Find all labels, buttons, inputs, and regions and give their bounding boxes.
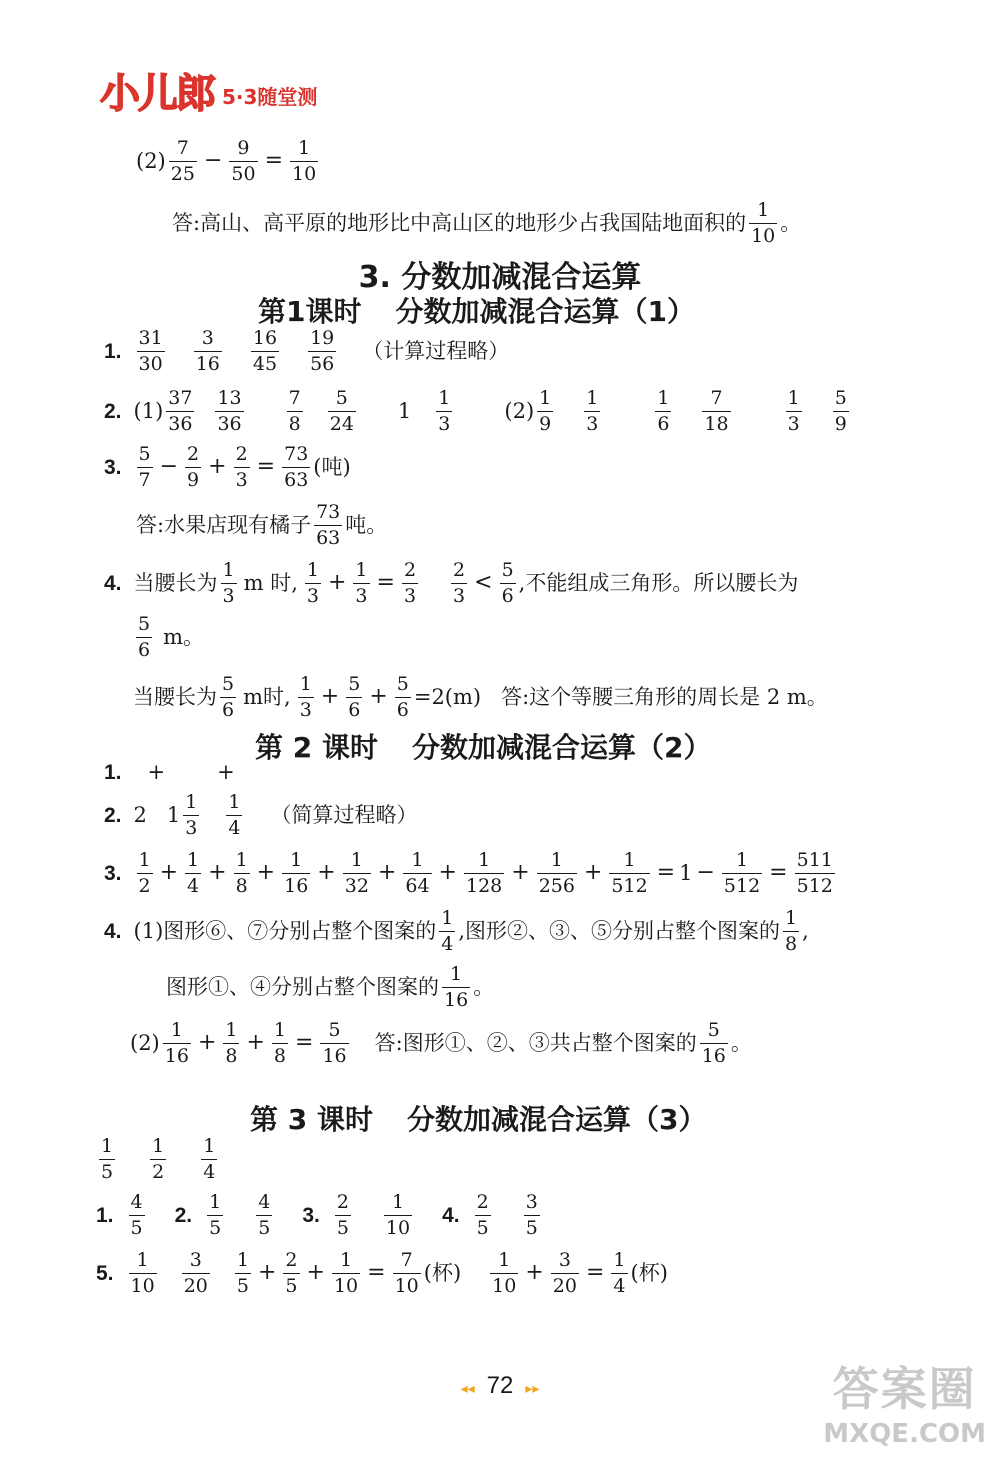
- arrow-left-icon: ◂◂: [460, 1380, 475, 1396]
- l2-q4-line2: 图形①、④分别占整个图案的 $\frac{1}{16}$ 。: [166, 963, 495, 1011]
- lesson-1-title: 第1课时 分数加减混合运算（1）: [258, 295, 695, 328]
- watermark: 答案圈 MXQE.COM: [823, 1362, 986, 1449]
- l1-q4-line1: 4. 当腰长为 $\frac{1}{3}$ m 时, $\frac{1}{3}$ + $\frac{1}{3}$ = $\frac{2}{3}$ $\frac{2}{3}$ < $\frac{5}{6}$ ,不能组成三角形。所以腰长为: [104, 559, 799, 607]
- l1-q2: 2. (1) $\frac{37}{36}$ $\frac{13}{36}$ $\frac{7}{8}$ $\frac{5}{24}$ 1 $\frac{1}{3}$ (2) $\frac{1}{9}$ $\frac{1}{3}$ $\frac{1}{6}$ $\frac{7}{18}$ $\frac{1}{3}$ $\frac{5}{9}$: [104, 387, 847, 435]
- fraction: $\frac{1}{10}$: [292, 137, 317, 185]
- l3-q5: 5. $\frac{1}{10}$ $\frac{3}{20}$ $\frac{1}{5}$ + $\frac{2}{5}$ + $\frac{1}{10}$ = $\frac{7}{10}$ (杯) $\frac{1}{10}$ + $\frac{3}{20}$ = $\frac{1}{4}$ (杯): [96, 1249, 668, 1297]
- top-equation: (2) $\frac{7}{25}$ − $\frac{9}{50}$ = $\frac{1}{10}$: [136, 137, 317, 185]
- l1-q4-line3: 当腰长为 $\frac{5}{6}$ m时, $\frac{1}{3}$ + $\frac{5}{6}$ + $\frac{5}{6}$ =2(m) 答:这个等腰三角形的周长是 2 m。: [133, 673, 828, 721]
- lesson-3-title: 第 3 课时 分数加减混合运算（3）: [250, 1103, 707, 1136]
- page-number: ◂◂ 72 ▸▸: [460, 1372, 540, 1399]
- l3-q1-q4: 1. $\frac{4}{5}$ 2. $\frac{1}{5}$ $\frac{4}{5}$ 3. $\frac{2}{5}$ $\frac{1}{10}$ 4. $\frac{2}{5}$ $\frac{3}{5}$: [96, 1191, 538, 1239]
- l1-q1: 1. $\frac{31}{30}$ $\frac{3}{16}$ $\frac{16}{45}$ $\frac{19}{56}$ （计算过程略）: [104, 327, 510, 375]
- l1-q4-line2: $\frac{5}{6}$ m。: [138, 613, 205, 661]
- arrow-right-icon: ▸▸: [525, 1380, 540, 1396]
- lesson-2-title: 第 2 课时 分数加减混合运算（2）: [255, 731, 712, 764]
- publisher-logo: [100, 72, 317, 116]
- l3-intro: $\frac{1}{5}$ $\frac{1}{2}$ $\frac{1}{4}$: [101, 1135, 216, 1183]
- fraction: $\frac{1}{10}$: [751, 199, 776, 247]
- section-title: 3. 分数加减混合运算: [358, 260, 642, 295]
- fraction: $\frac{9}{50}$: [231, 137, 256, 185]
- top-answer: 答:高山、高平原的地形比中高山区的地形少占我国陆地面积的 $\frac{1}{10}$ 。: [172, 199, 802, 247]
- l1-q3-answer: 答:水果店现有橘子 $\frac{73}{63}$ 吨。: [136, 501, 388, 549]
- fraction: $\frac{7}{25}$: [170, 137, 195, 185]
- l2-q2: 2. 2 1 $\frac{1}{3}$ $\frac{1}{4}$ （简算过程略）: [104, 791, 418, 839]
- l2-q4-line1: 4. (1)图形⑥、⑦分别占整个图案的 $\frac{1}{4}$ ,图形②、③、⑤分别占整个图案的 $\frac{1}{8}$ ,: [104, 907, 809, 955]
- logo-brand: 小儿郎: [100, 71, 214, 117]
- logo-series: 5·3随堂测: [222, 85, 318, 109]
- l1-q3: 3. $\frac{5}{7}$ − $\frac{2}{9}$ + $\frac{2}{3}$ = $\frac{73}{63}$ (吨): [104, 443, 351, 491]
- l2-q1: 1. + +: [104, 760, 235, 784]
- l2-q4-line3: (2) $\frac{1}{16}$ + $\frac{1}{8}$ + $\frac{1}{8}$ = $\frac{5}{16}$ 答:图形①、②、③共占整个图案的 $\frac{5}{16}$ 。: [130, 1019, 752, 1067]
- l2-q3: 3. $\frac{1}{2}$ + $\frac{1}{4}$ + $\frac{1}{8}$ + $\frac{1}{16}$ + $\frac{1}{32}$ + $\frac{1}{64}$ + $\frac{1}{128}$ + $\frac{1}{256}$ + $\frac{1}{512}$ = 1 − $\frac{1}{512}$ = $\frac{511}{512}$: [104, 849, 833, 897]
